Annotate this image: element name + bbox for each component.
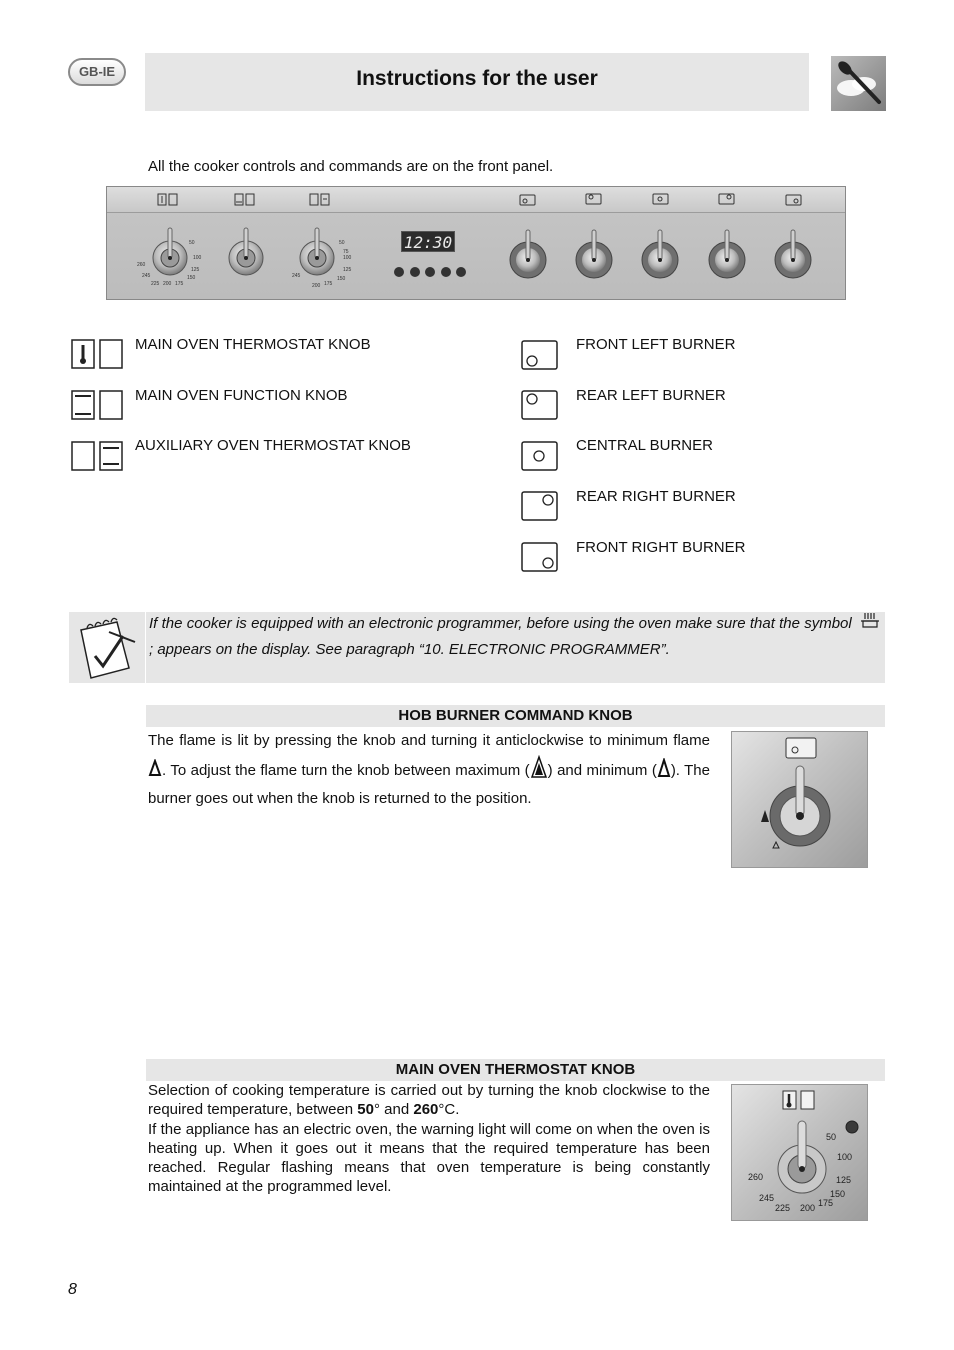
svg-text:100: 100 (193, 255, 202, 261)
hob-text: The flame is lit by pressing the knob and turning it anticlockwise to minimum flame . To adjust the flame turn the knob between maximum ( ) and minimum ( ). The burner goes out when the knob is returned to the position. (148, 732, 710, 807)
svg-text:245: 245 (292, 273, 301, 279)
svg-text:100: 100 (837, 1152, 853, 1162)
legend-central-burner: CENTRAL BURNER (576, 437, 713, 454)
thermostat-section-title: MAIN OVEN THERMOSTAT KNOB (146, 1059, 885, 1081)
svg-text:125: 125 (836, 1175, 852, 1185)
programmer-button[interactable] (456, 267, 466, 277)
oven-function-icon (71, 389, 123, 421)
svg-text:200: 200 (800, 1203, 816, 1213)
programmer-button[interactable] (425, 267, 435, 277)
front-left-burner-icon (521, 339, 559, 371)
programmer-clock-display: 12:30 (401, 231, 455, 252)
legend-rear-right-burner: REAR RIGHT BURNER (576, 488, 736, 505)
svg-text:150: 150 (830, 1189, 846, 1199)
legend-main-oven-thermostat: MAIN OVEN THERMOSTAT KNOB (135, 336, 371, 353)
legend-front-right-burner: FRONT RIGHT BURNER (576, 539, 746, 556)
svg-text:260: 260 (137, 262, 146, 268)
note-text-part2: ; appears on the display. See paragraph “10. ELECTRONIC PROGRAMMER”. (149, 641, 670, 658)
svg-text:175: 175 (324, 281, 333, 287)
legend-rear-left-burner: REAR LEFT BURNER (576, 387, 726, 404)
svg-text:225: 225 (151, 281, 160, 287)
legend-front-left-burner: FRONT LEFT BURNER (576, 336, 736, 353)
page-number: 8 (68, 1281, 77, 1298)
rear-left-burner-icon (521, 389, 559, 421)
thermostat-knob-photo (731, 1084, 868, 1221)
control-panel-photo (106, 186, 846, 300)
svg-text:245: 245 (759, 1193, 775, 1203)
intro-text: All the cooker controls and commands are on the front panel. (148, 158, 554, 175)
svg-text:175: 175 (818, 1198, 834, 1208)
central-burner-icon (521, 440, 559, 472)
thermometer-oven-icon (71, 338, 123, 370)
svg-text:50: 50 (826, 1132, 837, 1142)
svg-text:150: 150 (187, 275, 196, 281)
svg-text:150: 150 (337, 276, 346, 282)
cooking-pot-icon (860, 612, 880, 630)
svg-text:260: 260 (748, 1172, 764, 1182)
programmer-note (149, 611, 884, 663)
region-badge: GB-IE (68, 58, 126, 86)
thermostat-text: Selection of cooking temperature is carried out by turning the knob clockwise to the required temperature, between 50° and 260°C. If the appliance has an electric oven, the warning light will come on when the oven is heating up. When it goes out it means that the required temperature has been reached. Regular flashing means that oven temperature is being constantly maintained at the programmed level. (148, 1082, 710, 1196)
svg-text:200: 200 (312, 283, 321, 289)
programmer-button[interactable] (394, 267, 404, 277)
svg-text:225: 225 (775, 1203, 791, 1213)
header-bar (145, 53, 809, 111)
chef-spoon-icon (831, 56, 886, 111)
panel-drawing (107, 187, 847, 301)
svg-text:75: 75 (343, 249, 349, 255)
svg-text:125: 125 (343, 267, 352, 273)
min-flame-icon (148, 759, 162, 777)
page-title: Instructions for the user (356, 67, 598, 90)
svg-text:200: 200 (163, 281, 172, 287)
min-flame-icon (657, 758, 671, 778)
aux-oven-icon (71, 440, 123, 472)
hob-section-title: HOB BURNER COMMAND KNOB (146, 705, 885, 727)
note-text-part1: If the cooker is equipped with an electronic programmer, before using the oven make sure that the symbol (149, 615, 852, 632)
svg-text:245: 245 (142, 273, 151, 279)
notepad-pen-icon (69, 612, 146, 683)
programmer-button[interactable] (441, 267, 451, 277)
hob-knob-photo (731, 731, 868, 868)
rear-right-burner-icon (521, 490, 559, 522)
programmer-button[interactable] (410, 267, 420, 277)
max-flame-icon (530, 755, 548, 779)
svg-text:50: 50 (339, 240, 345, 246)
svg-text:50: 50 (189, 240, 195, 246)
legend-aux-oven-thermostat: AUXILIARY OVEN THERMOSTAT KNOB (135, 437, 411, 454)
svg-text:175: 175 (175, 281, 184, 287)
legend-main-oven-function: MAIN OVEN FUNCTION KNOB (135, 387, 348, 404)
svg-text:125: 125 (191, 267, 200, 273)
front-right-burner-icon (521, 541, 559, 573)
svg-text:100: 100 (343, 255, 352, 261)
